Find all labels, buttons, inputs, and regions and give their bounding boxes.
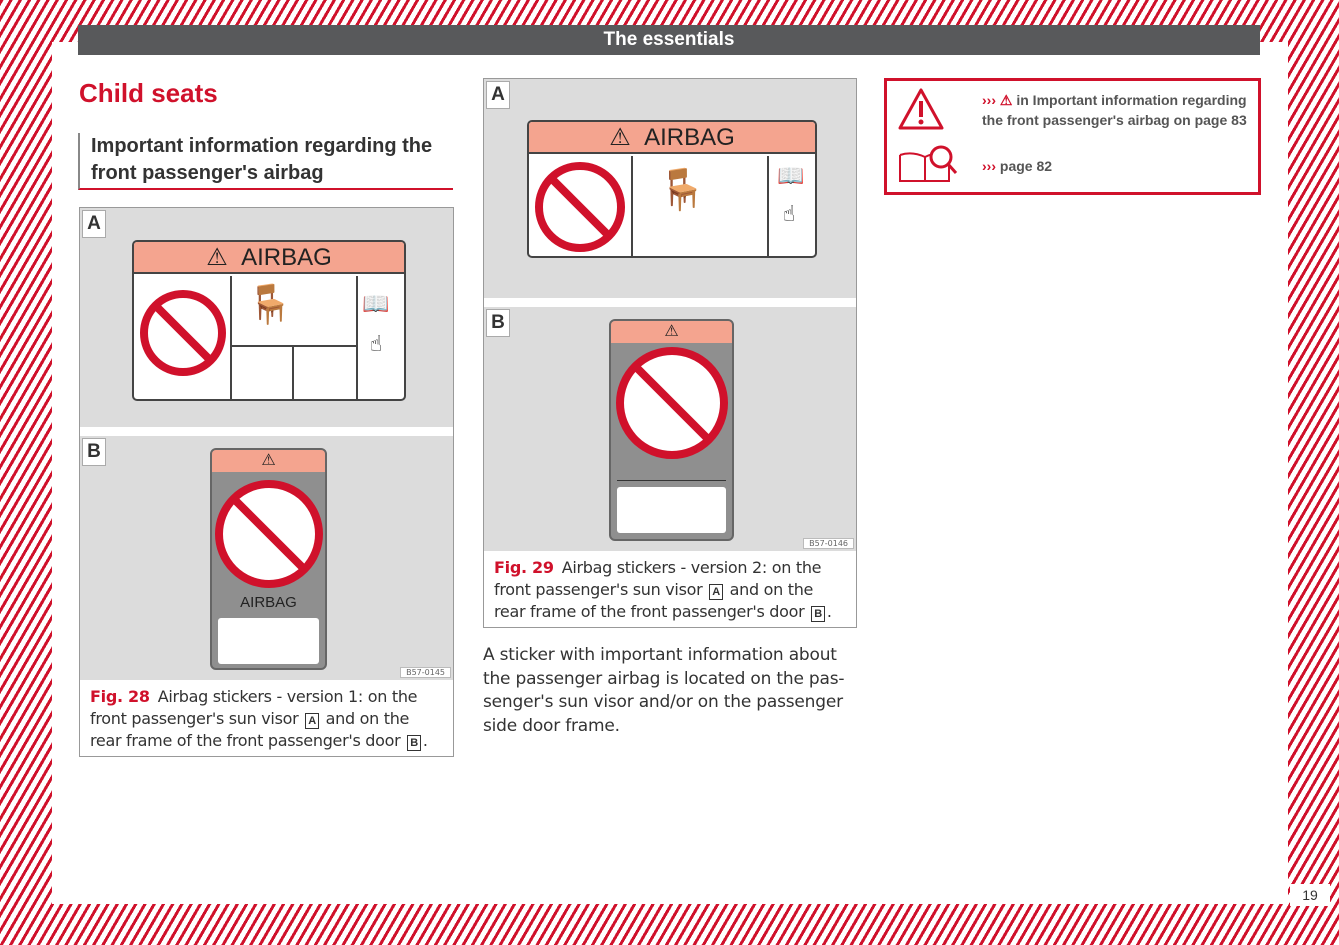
figure-number: Fig. 28: [90, 687, 150, 706]
page-header: The essentials: [78, 25, 1260, 55]
panel-label-b: B: [82, 438, 106, 466]
reference-box: [884, 78, 1261, 195]
warning-icon: ⚠: [611, 321, 732, 343]
door-sticker: [609, 319, 734, 541]
sticker-airbag-text: AIRBAG: [240, 594, 297, 611]
warning-icon: ⚠: [206, 244, 228, 271]
panel-label-b: B: [486, 309, 510, 337]
figure-code: B57-0145: [400, 667, 451, 678]
figure-code: B57-0146: [803, 538, 854, 549]
warning-icon: ⚠: [212, 450, 325, 472]
key-a: A: [305, 713, 319, 729]
airbag-sticker: [132, 240, 406, 401]
caption-end: .: [826, 602, 832, 621]
panel-a: [484, 79, 856, 298]
link-arrows: ›››: [982, 158, 996, 174]
manual-icon: 📖: [362, 292, 390, 317]
warning-reference-link[interactable]: in Important information regarding the front passenger's airbag on page 83: [982, 92, 1247, 128]
figure-caption: [80, 680, 453, 758]
caption-text: Airbag stickers - version 2: on the front passenger's sun visor: [494, 558, 822, 599]
caption-text: and on the rear frame of the front passenger's door: [494, 580, 814, 621]
airbag-sticker: [527, 120, 817, 258]
panel-label-a: A: [486, 81, 510, 109]
no-child-seat-icon: [140, 290, 226, 376]
airbag-deploy-icon: 🪑: [657, 167, 707, 213]
caption-end: .: [422, 731, 428, 750]
caption-text: and on the rear frame of the front passenger's door: [90, 709, 410, 750]
warning-icon: ⚠: [609, 124, 631, 151]
page-number: 19: [1290, 884, 1330, 906]
figure-caption: [484, 551, 856, 629]
section-title: Child seats: [79, 78, 218, 108]
panel-a: [80, 208, 453, 427]
manual-search-icon: [897, 145, 959, 185]
caption-text: Airbag stickers - version 1: on the front passenger's sun visor: [90, 687, 418, 728]
subsection-title: [78, 133, 453, 190]
figure-number: Fig. 29: [494, 558, 554, 577]
hand-icon: ☝: [783, 202, 796, 227]
door-sticker: [210, 448, 327, 670]
no-child-seat-icon: [215, 480, 323, 588]
panel-b: [484, 307, 856, 551]
figure-28: [79, 207, 454, 757]
subsection-title-text: Important information regarding the front passenger's airbag: [91, 135, 433, 184]
body-paragraph: A sticker with important information about the passenger airbag is located on the pas-senger's sun visor and/or on the passenger side door frame.: [483, 645, 845, 736]
small-warning-icon: ⚠: [999, 92, 1013, 108]
figure-29: [483, 78, 857, 628]
key-b: B: [811, 606, 825, 622]
key-b: B: [407, 735, 421, 751]
panel-b: [80, 436, 453, 680]
warning-triangle-icon: [897, 87, 945, 131]
key-a: A: [709, 584, 723, 600]
link-arrows: ›››: [982, 92, 996, 108]
airbag-deploy-icon: 🪑: [246, 282, 294, 326]
sticker-title: AIRBAG: [644, 124, 735, 151]
panel-label-a: A: [82, 210, 106, 238]
page-reference-link[interactable]: page 82: [999, 158, 1053, 174]
sticker-title: AIRBAG: [241, 244, 332, 271]
no-child-seat-icon: [535, 162, 625, 252]
no-child-seat-icon: [616, 347, 728, 459]
hand-icon: ☝: [370, 332, 383, 357]
manual-icon: 📖: [777, 164, 805, 189]
